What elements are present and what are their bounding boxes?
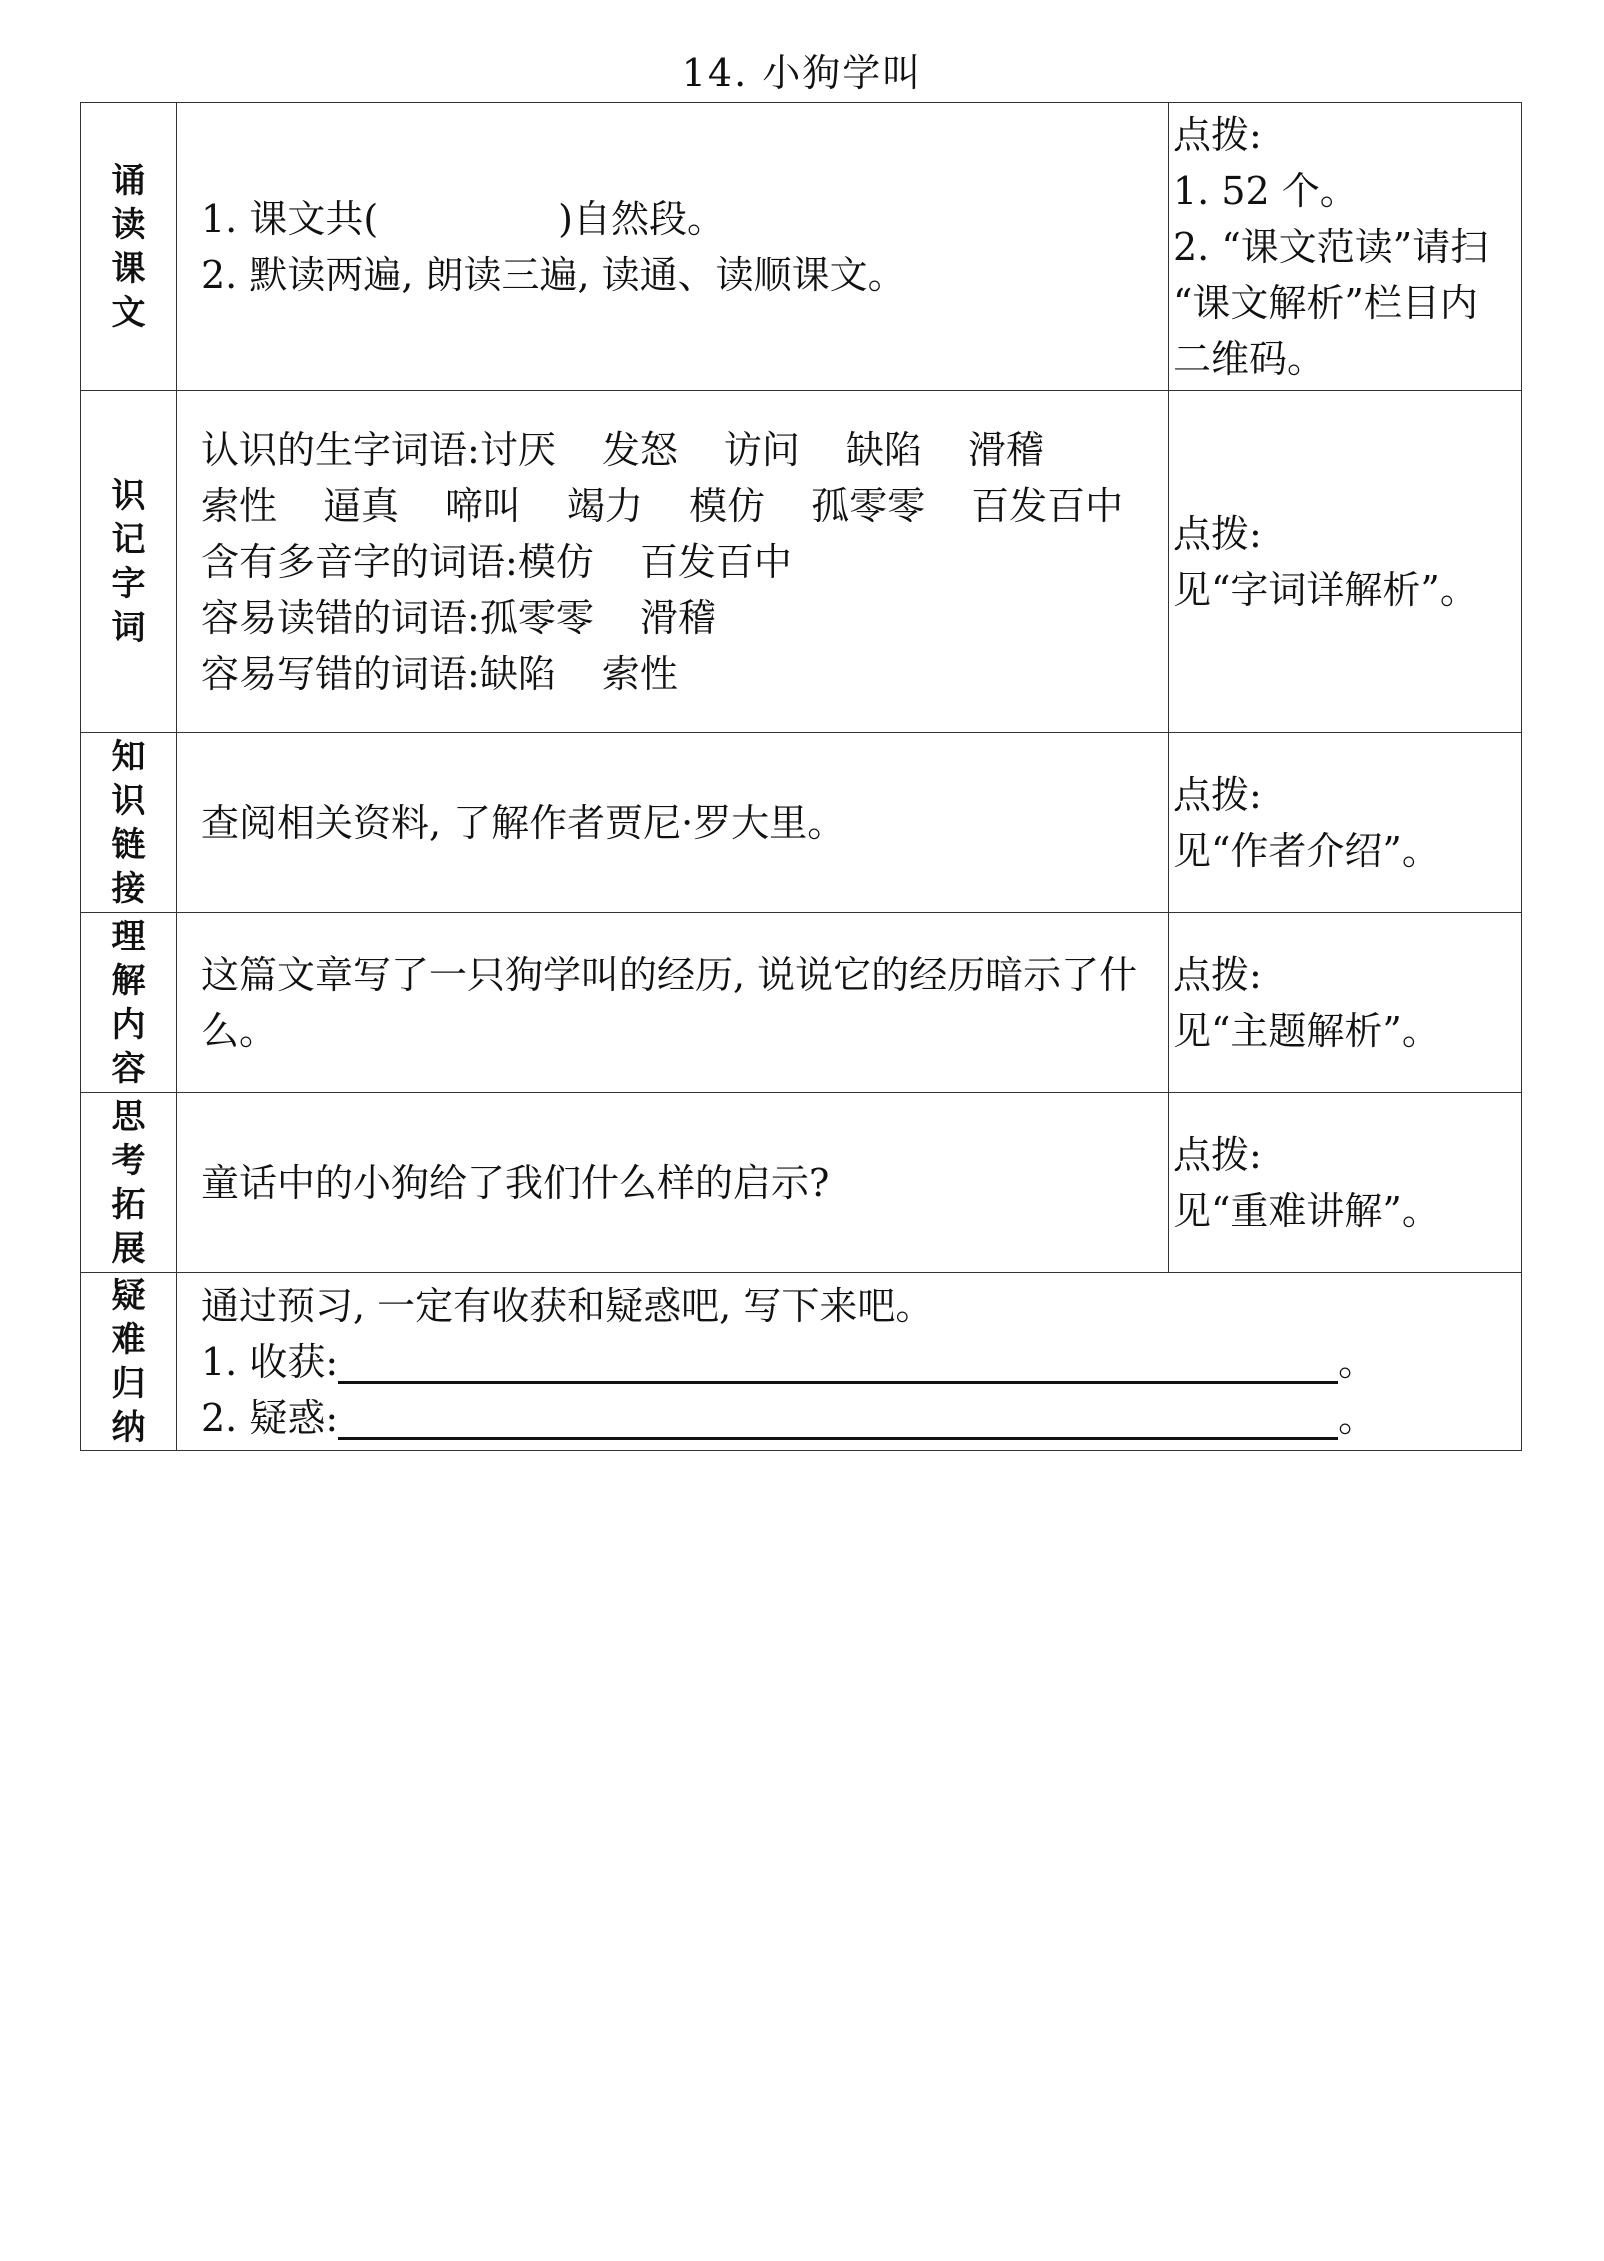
hint-line: 点拨: — [1173, 511, 1262, 556]
miswrite-line — [201, 646, 1146, 702]
doubt-answer-line[interactable] — [338, 1395, 1338, 1440]
table-row — [81, 733, 1522, 913]
content-line: 童话中的小狗给了我们什么样的启示? — [201, 1160, 830, 1205]
row-label-cell — [81, 913, 177, 1093]
doubt-line — [201, 1390, 1499, 1446]
hint-cell — [1169, 103, 1522, 391]
gain-answer-line[interactable] — [338, 1339, 1338, 1384]
hint-cell — [1169, 1093, 1522, 1273]
row-label: 思考拓展 — [111, 1096, 146, 1269]
doubt-label: 2. 疑惑: — [201, 1395, 339, 1440]
row-label-cell — [81, 103, 177, 391]
word: 讨厌 — [479, 427, 556, 472]
word: 模仿 — [689, 483, 766, 528]
new-words-label: 认识的生字词语: — [201, 427, 480, 472]
content-cell — [177, 391, 1169, 733]
hint-line: 见“字词详解析”。 — [1173, 567, 1478, 612]
row-label-cell — [81, 1093, 177, 1273]
misread-line — [201, 590, 1146, 646]
end-mark: 。 — [1338, 1395, 1377, 1440]
hint-line: 2. “课文范读”请扫 — [1173, 224, 1489, 269]
word: 百发百中 — [971, 483, 1124, 528]
hint-line: 见“主题解析”。 — [1173, 1008, 1440, 1053]
page-title: 14. 小狗学叫 — [681, 51, 923, 95]
row-label: 诵读课文 — [111, 160, 146, 333]
word: 发怒 — [601, 427, 678, 472]
word: 竭力 — [567, 483, 644, 528]
content-line: 查阅相关资料, 了解作者贾尼·罗大里。 — [201, 800, 846, 845]
summary-intro: 通过预习, 一定有收获和疑惑吧, 写下来吧。 — [201, 1283, 934, 1328]
word: 模仿 — [517, 539, 594, 584]
word: 滑稽 — [639, 595, 716, 640]
table-row — [81, 1273, 1522, 1451]
preview-table — [80, 102, 1522, 1451]
gain-line — [201, 1334, 1499, 1390]
word: 索性 — [601, 651, 678, 696]
word: 啼叫 — [445, 483, 522, 528]
content-line: 2. 默读两遍, 朗读三遍, 读通、读顺课文。 — [201, 252, 906, 297]
paragraph-count-prefix: 1. 课文共( — [201, 196, 379, 241]
content-cell — [177, 1093, 1169, 1273]
hint-cell — [1169, 391, 1522, 733]
word: 缺陷 — [479, 651, 556, 696]
hint-line: 点拨: — [1173, 1132, 1262, 1177]
hint-line: 二维码。 — [1173, 336, 1326, 381]
row-label: 理解内容 — [111, 916, 146, 1089]
table-row — [81, 391, 1522, 733]
table-row — [81, 1093, 1522, 1273]
row-label: 疑难归纳 — [111, 1275, 146, 1448]
misread-label: 容易读错的词语: — [201, 595, 480, 640]
word: 逼真 — [323, 483, 400, 528]
paragraph-count-suffix: )自然段。 — [558, 196, 725, 241]
summary-cell — [177, 1273, 1522, 1451]
table-row — [81, 103, 1522, 391]
word: 滑稽 — [967, 427, 1044, 472]
hint-cell — [1169, 913, 1522, 1093]
polyphone-label: 含有多音字的词语: — [201, 539, 518, 584]
table-row — [81, 913, 1522, 1093]
polyphone-line — [201, 534, 1146, 590]
hint-line: 1. 52 个。 — [1173, 168, 1358, 213]
content-cell — [177, 103, 1169, 391]
hint-line: 点拨: — [1173, 772, 1262, 817]
word: 缺陷 — [845, 427, 922, 472]
hint-line: “课文解析”栏目内 — [1173, 280, 1478, 325]
row-label: 知识链接 — [111, 736, 146, 909]
hint-line: 见“作者介绍”。 — [1173, 828, 1440, 873]
end-mark: 。 — [1338, 1339, 1377, 1384]
word: 访问 — [723, 427, 800, 472]
hint-cell — [1169, 733, 1522, 913]
content-cell — [177, 733, 1169, 913]
row-label-cell — [81, 1273, 177, 1451]
row-label: 识记字词 — [111, 475, 146, 648]
row-label-cell — [81, 391, 177, 733]
content-cell — [177, 913, 1169, 1093]
new-words-line — [201, 422, 1146, 534]
hint-line: 点拨: — [1173, 952, 1262, 997]
word: 百发百中 — [639, 539, 792, 584]
hint-line: 见“重难讲解”。 — [1173, 1188, 1440, 1233]
content-line — [201, 191, 1146, 247]
row-label-cell — [81, 733, 177, 913]
word: 孤零零 — [811, 483, 926, 528]
hint-line: 点拨: — [1173, 112, 1262, 157]
content-line: 这篇文章写了一只狗学叫的经历, 说说它的经历暗示了什么。 — [201, 952, 1138, 1053]
word: 索性 — [201, 483, 278, 528]
miswrite-label: 容易写错的词语: — [201, 651, 480, 696]
word: 孤零零 — [479, 595, 594, 640]
gain-label: 1. 收获: — [201, 1339, 339, 1384]
